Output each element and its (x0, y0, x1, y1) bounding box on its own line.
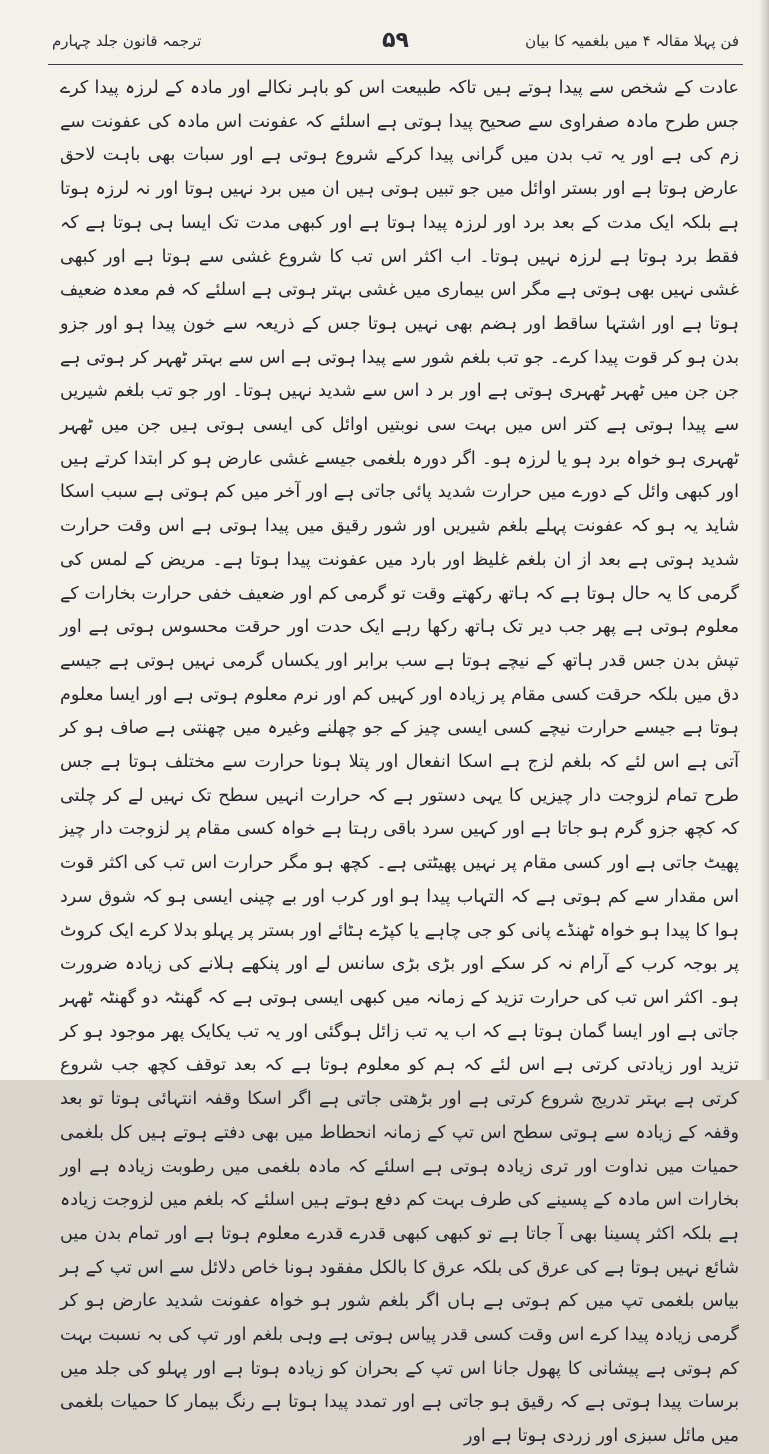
chapter-title: فن پہلا مقالہ ۴ میں بلغمیہ کا بیان (525, 32, 739, 50)
header-divider (48, 64, 743, 65)
page-number: ۵۹ (382, 28, 409, 53)
page-edge-shadow (759, 0, 769, 1080)
page-header (52, 28, 739, 64)
book-title: ترجمہ قانون جلد چہارم (52, 32, 202, 50)
body-paragraph: عادت کے شخص سے پیدا ہوتے ہیں تاکہ طبیعت اس کو باہر نکالے اور مادہ کے لرزہ پیدا کرے جس طرح مادہ صفراوی سے صحیح پیدا ہوتی ہے اسلئے کہ عفونت اس مادہ کی عفونت سے زم کی ہے اور یہ تب بدن میں گرانی پیدا کرکے شروع ہوتی ہے اور سبات بھی باہت لاحق عارض ہوتا ہے اور بستر اوائل میں جو تبیں ہوتی ہیں ان میں برد نہیں ہوتا اور نہ لرزہ ہوتا ہے بلکہ ایک مدت کے بعد برد اور لرزہ پیدا ہوتا ہے اور کبھی مدت تک ایسا ہی ہوتا ہے کہ فقط برد ہوتا ہے لرزہ نہیں ہوتا۔ اب اکثر اس تب کا شروع غشی سے ہوتا ہے اور کبھی غشی نہیں بھی ہوتی ہے مگر اس بیماری میں غشی بہتر ہوتی ہے اسلئے کہ فم معدہ ضعیف ہوتا ہے اور اشتہا ساقط اور ہضم بھی نہیں ہوتا جس کے ذریعہ سے خون پیدا ہو اور جزو بدن ہو کر قوت پیدا کرے۔ جو تب بلغم شور سے پیدا ہوتی ہے اس سے بہتر ٹھہر کر ہوتی ہے جن جن میں ٹھہر ٹھہری ہوتی ہے اور بر د اس سے شدید نہیں ہوتا۔ اور جو تب بلغم شیریں سے پیدا ہوتی ہے کتر اس میں بہت سی نوبتیں اوائل کی ایسی ہوتی ہیں جن میں ٹھہر ٹھہری ہو خواہ برد ہو یا لرزہ ہو۔ اگر دورہ بلغمی جیسے غشی عارض ہو کر ابتدا کرتے ہیں اور کبھی وائل کے دورے میں حرارت شدید پائی جاتی ہے اور آخر میں کم ہوتی ہے سبب اسکا شاید یہ ہو کہ عفونت پہلے بلغم شیریں اور شور رقیق میں پیدا ہوتی ہے اس وقت حرارت شدید ہوتی ہے بعد از ان بلغم غلیظ اور بارد میں عفونت پیدا ہوتا ہے۔ مریض کے لمس کی گرمی کا یہ حال ہوتا ہے کہ ہاتھ رکھتے وقت تو گرمی کم اور ضعیف خفی حرارت بخارات کے معلوم ہوتی ہے پھر جب دیر تک ہاتھ رکھا رہے ایک حدت اور حرقت محسوس ہوتی ہے اور تپش بدن جس قدر ہاتھ کے نیچے ہوتا ہے سب برابر اور یکساں گرمی نہیں ہوتی ہے جیسے دق میں بلکہ حرقت کسی مقام پر زیادہ اور کہیں کم اور نرم معلوم ہوتی ہے اور ایسا معلوم ہوتا ہے جیسے حرارت نیچے کسی ایسی چیز کے جو چھلنے وغیرہ میں چھنتی ہے صاف ہو کر آتی ہے اس لئے کہ بلغم لزج ہے اسکا انفعال اور پتلا ہونا حرارت سے مختلف ہوتا ہے جس طرح تمام لزوجت دار چیزیں کا یہی دستور ہے کہ حرارت انہیں سطح تک نہیں لے کر چلتی کہ کچھ جزو گرم ہو جاتا ہے اور کہیں سرد باقی رہتا ہے خواہ کسی مقام پر لزوجت دار چیز پھیٹ جاتی ہے اور کسی مقام پر نہیں پھیٹتی ہے۔ کچھ ہو مگر حرارت اس تب کی اکثر قوت اس مقدار سے کم ہوتی ہے کہ التہاب پیدا ہو اور کرب اور بے چینی ایسی ہو کہ شوق سرد ہوا کا پیدا ہو خواہ ٹھنڈے پانی کو جی چاہے یا کپڑے ہٹائے اور بستر پر پہلو بدلا کرے ایک کروٹ پر بوجہ کرب کے آرام نہ کر سکے اور بڑی بڑی سانس لے اور پنکھے ہلانے کی زیادہ ضرورت ہو۔ اکثر اس تب کی حرارت تزید کے زمانہ میں کبھی ایسی ہوتی ہے کہ گھنٹہ دو گھنٹہ ٹھہر جاتی ہے اور ایسا گمان ہوتا ہے کہ اب یہ تب زائل ہوگئی اور یہ تب یکایک پھر موجود ہو کر تزید اور زیادتی کرتی ہے اس لئے کہ ہم کو معلوم ہوتا ہے کہ بعد توقف کچھ جب شروع کرتی ہے بہتر تدریج شروع کرتی ہے اور بڑھتی جاتی ہے اگر اسکا وقفہ انتہائی ہوتا تو بعد وقفہ کے زیادہ سے ہوتی سطح اس تپ کے زمانہ انحطاط میں بھی دفتے ہوتے ہیں کل بلغمی حمیات میں نداوت اور تری زیادہ ہوتی ہے اسلئے کہ مادہ بلغمی میں رطوبت زیادہ ہے اور بخارات اس مادہ کے پسینے کی طرف بہت کم دفع ہوتے ہیں اسلئے کہ بلغم میں لزوجت زیادہ ہے بلکہ اکثر پسینا بھی آ جاتا ہے تو کبھی کبھی قدرے قدرے معلوم ہوتا ہے اور تمام بدن میں شائع نہیں ہوتا ہے کی عرق کی بلکہ عرق کا بالکل مفقود ہونا خاص دلائل سے اس تپ کے ہر بیاس بلغمی تپ میں کم ہوتی ہے ہاں اگر بلغم شور ہو خواہ عفونت شدید عارض ہو کر گرمی زیادہ پیدا کرے اس وقت کسی قدر پیاس ہوتی ہے وہی بلغم اور تپ کی بہ نسبت بہت کم ہوتی ہے پیشانی کا پھول جانا اس تپ کے بحران کو زیادہ ہوتا ہے اور پہلو کی جلد میں برسات پیدا ہوتی ہے کہ رقیق ہو جاتی ہے اور تمدد پیدا ہوتا ہے رنگ بیمار کا حمیات بلغمی میں مائل سبزی اور زردی ہوتا ہے اور (60, 78, 739, 1447)
body-text (60, 72, 739, 1447)
